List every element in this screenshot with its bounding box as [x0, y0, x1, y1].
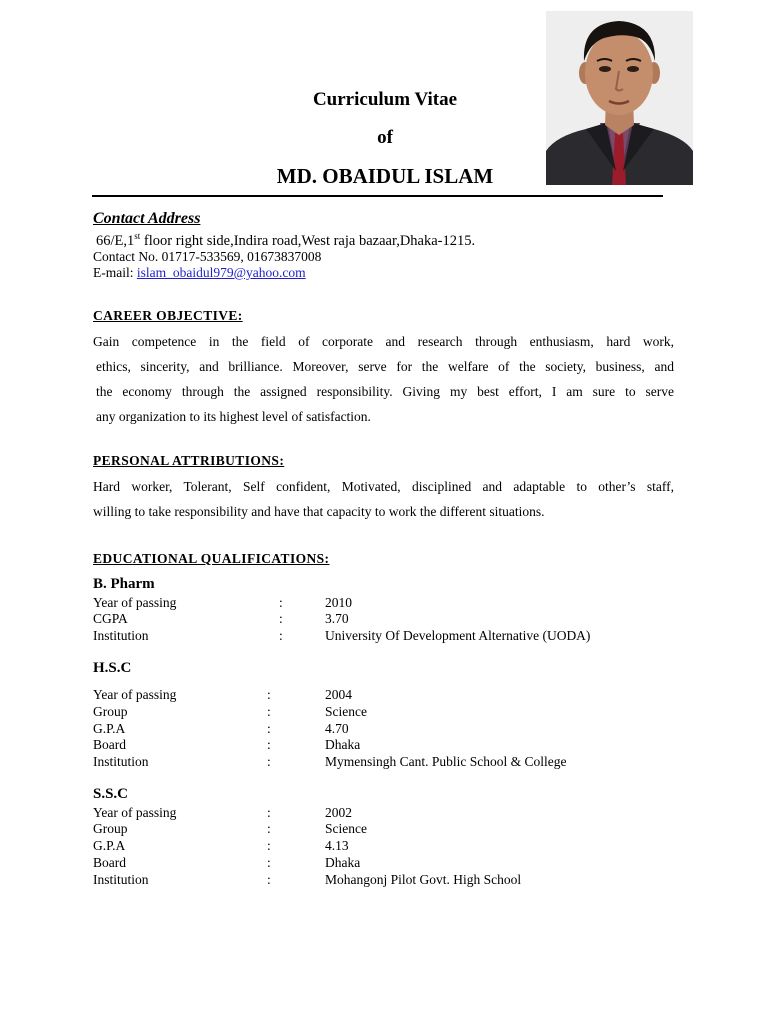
row-label: Year of passing [93, 687, 177, 702]
person-portrait-icon [546, 11, 693, 185]
row-label: Board [93, 737, 126, 752]
career-line: ethics, sincerity, and brilliance. Moreover, serve for the welfare of the society, business, and [96, 359, 674, 374]
row-value: 3.70 [325, 611, 349, 626]
row-value: 4.70 [325, 721, 349, 736]
contact-email [93, 265, 306, 281]
row-label: Year of passing [93, 805, 177, 820]
row-separator: : [267, 721, 271, 736]
row-separator: : [267, 687, 271, 702]
cv-title-of: of [377, 127, 393, 148]
row-value: Dhaka [325, 737, 361, 752]
address-superscript: st [134, 231, 141, 241]
row-separator: : [267, 872, 271, 887]
email-label: E-mail: [93, 265, 137, 280]
row-label: Institution [93, 628, 149, 643]
degree-hsc-title: H.S.C [93, 660, 132, 676]
contact-address [96, 231, 475, 250]
row-label: Group [93, 704, 128, 719]
row-separator: : [279, 595, 283, 610]
address-part-2: floor right side,Indira road,West raja bazaar,Dhaka-1215. [140, 232, 476, 249]
row-label: Institution [93, 754, 149, 769]
cv-name: MD. OBAIDUL ISLAM [276, 164, 494, 188]
row-label: Institution [93, 872, 149, 887]
row-value: Science [325, 704, 367, 719]
row-label: G.P.A [93, 838, 126, 853]
career-objective-heading: CAREER OBJECTIVE: [93, 308, 243, 323]
personal-attributions-text [93, 474, 674, 524]
contact-phone: Contact No. 01717-533569, 01673837008 [93, 249, 322, 264]
row-separator: : [267, 754, 271, 769]
row-separator: : [267, 805, 271, 820]
career-line: any organization to its highest level of satisfaction. [96, 409, 371, 424]
row-label: Group [93, 821, 128, 836]
row-separator: : [267, 821, 271, 836]
career-objective-text [93, 329, 674, 429]
career-line: the economy through the assigned responsibility. Giving my best effort, I am sure to serve [96, 384, 674, 399]
degree-bpharm-title: B. Pharm [93, 576, 155, 592]
row-separator: : [267, 737, 271, 752]
row-value: Science [325, 821, 367, 836]
row-value: Dhaka [325, 855, 361, 870]
row-value: Mymensingh Cant. Public School & College [325, 754, 567, 769]
profile-photo [546, 11, 693, 185]
personal-attributions-heading: PERSONAL ATTRIBUTIONS: [93, 453, 285, 468]
address-part-1: 66/E,1 [96, 232, 135, 249]
degree-ssc-title: S.S.C [93, 786, 129, 802]
row-separator: : [279, 628, 283, 643]
row-separator: : [267, 838, 271, 853]
row-label: CGPA [93, 611, 128, 626]
row-value: 2002 [325, 805, 352, 820]
row-separator: : [279, 611, 283, 626]
row-separator: : [267, 855, 271, 870]
education-heading: EDUCATIONAL QUALIFICATIONS: [93, 551, 330, 566]
email-link[interactable]: islam_obaidul979@yahoo.com [136, 265, 306, 280]
row-value: 2010 [325, 595, 352, 610]
row-value: University Of Development Alternative (UODA) [325, 628, 591, 643]
row-value: 4.13 [325, 838, 349, 853]
cv-title: Curriculum Vitae [312, 89, 458, 110]
row-label: Board [93, 855, 126, 870]
personal-line: Hard worker, Tolerant, Self confident, Motivated, disciplined and adaptable to other’s staff, [93, 479, 674, 494]
row-label: G.P.A [93, 721, 126, 736]
personal-line: willing to take responsibility and have that capacity to work the different situations. [93, 504, 545, 519]
row-separator: : [267, 704, 271, 719]
career-line: Gain competence in the field of corporate and research through enthusiasm, hard work, [93, 334, 674, 349]
row-value: 2004 [325, 687, 352, 702]
contact-heading: Contact Address [93, 210, 201, 227]
row-value: Mohangonj Pilot Govt. High School [325, 872, 522, 887]
header-divider [92, 195, 663, 197]
row-label: Year of passing [93, 595, 177, 610]
